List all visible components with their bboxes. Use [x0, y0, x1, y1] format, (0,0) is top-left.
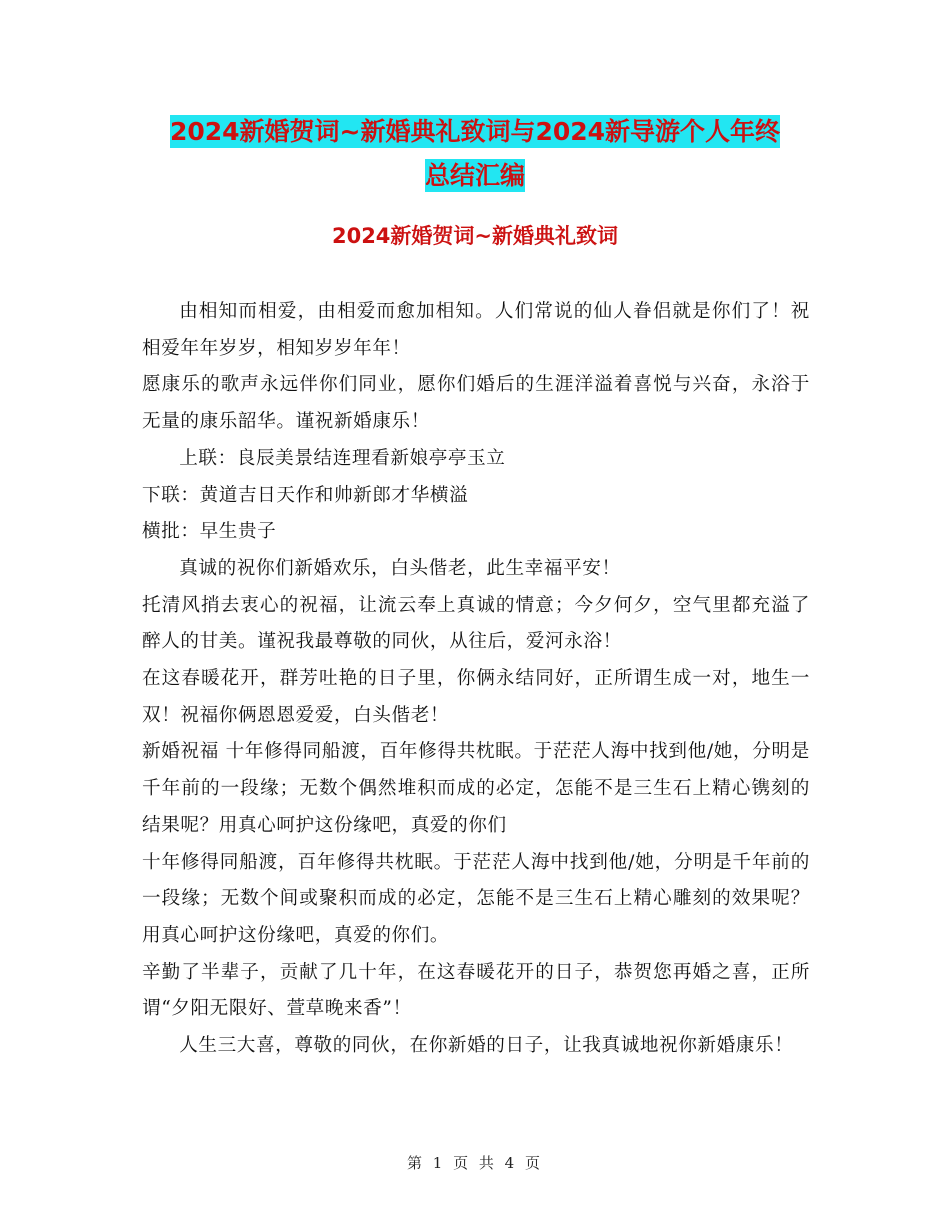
document-title	[140, 110, 810, 198]
title-line-2: 总结汇编	[424, 161, 525, 190]
paragraph: 上联：良辰美景结连理看新娘亭亭玉立	[179, 447, 506, 469]
paragraph: 托清风捎去衷心的祝福，让流云奉上真诚的情意；今夕何夕，空气里都充溢了醉人的甘美。谨祝我最尊敬的同伙，从往后，爱河永浴！	[142, 594, 810, 653]
paragraph: 在这春暖花开，群芳吐艳的日子里，你俩永结同好，正所谓生成一对，地生一双！祝福你俩恩恩爱爱，白头偕老！	[142, 668, 810, 726]
paragraph: 新婚祝福 十年修得同船渡，百年修得共枕眠。于茫茫人海中找到他/她，分明是千年前的一段缘；无数个偶然堆积而成的必定，怎能不是三生石上精心镌刻的结果呢？用真心呵护这份缘吧，真爱的你们	[142, 741, 810, 836]
title-line-1: 2024新婚贺词~新婚典礼致词与2024新导游个人年终	[169, 117, 781, 146]
section-title: 2024新婚贺词~新婚典礼致词	[331, 224, 619, 248]
paragraph: 愿康乐的歌声永远伴你们同业，愿你们婚后的生涯洋溢着喜悦与兴奋，永浴于无量的康乐韶华。谨祝新婚康乐！	[142, 374, 810, 433]
paragraph: 十年修得同船渡，百年修得共枕眠。于茫茫人海中找到他/她，分明是千年前的一段缘；无数个间或聚积而成的必定，怎能不是三生石上精心雕刻的效果呢？用真心呵护这份缘吧，真爱的你们。	[142, 851, 810, 946]
paragraph: 真诚的祝你们新婚欢乐，白头偕老，此生幸福平安！	[179, 557, 621, 579]
document-body	[142, 294, 810, 1065]
page-footer: 第 1 页 共 4 页	[407, 1154, 543, 1172]
paragraph: 人生三大喜，尊敬的同伙，在你新婚的日子，让我真诚地祝你新婚康乐！	[179, 1035, 794, 1057]
paragraph: 下联：黄道吉日天作和帅新郎才华横溢	[142, 484, 469, 506]
paragraph: 辛勤了半辈子，贡献了几十年，在这春暖花开的日子，恭贺您再婚之喜，正所谓“夕阳无限好、萱草晚来香”！	[142, 961, 810, 1020]
paragraph: 由相知而相爱，由相爱而愈加相知。人们常说的仙人眷侣就是你们了！祝相爱年年岁岁，相知岁岁年年！	[142, 301, 810, 359]
paragraph: 横批：早生贵子	[142, 521, 277, 543]
